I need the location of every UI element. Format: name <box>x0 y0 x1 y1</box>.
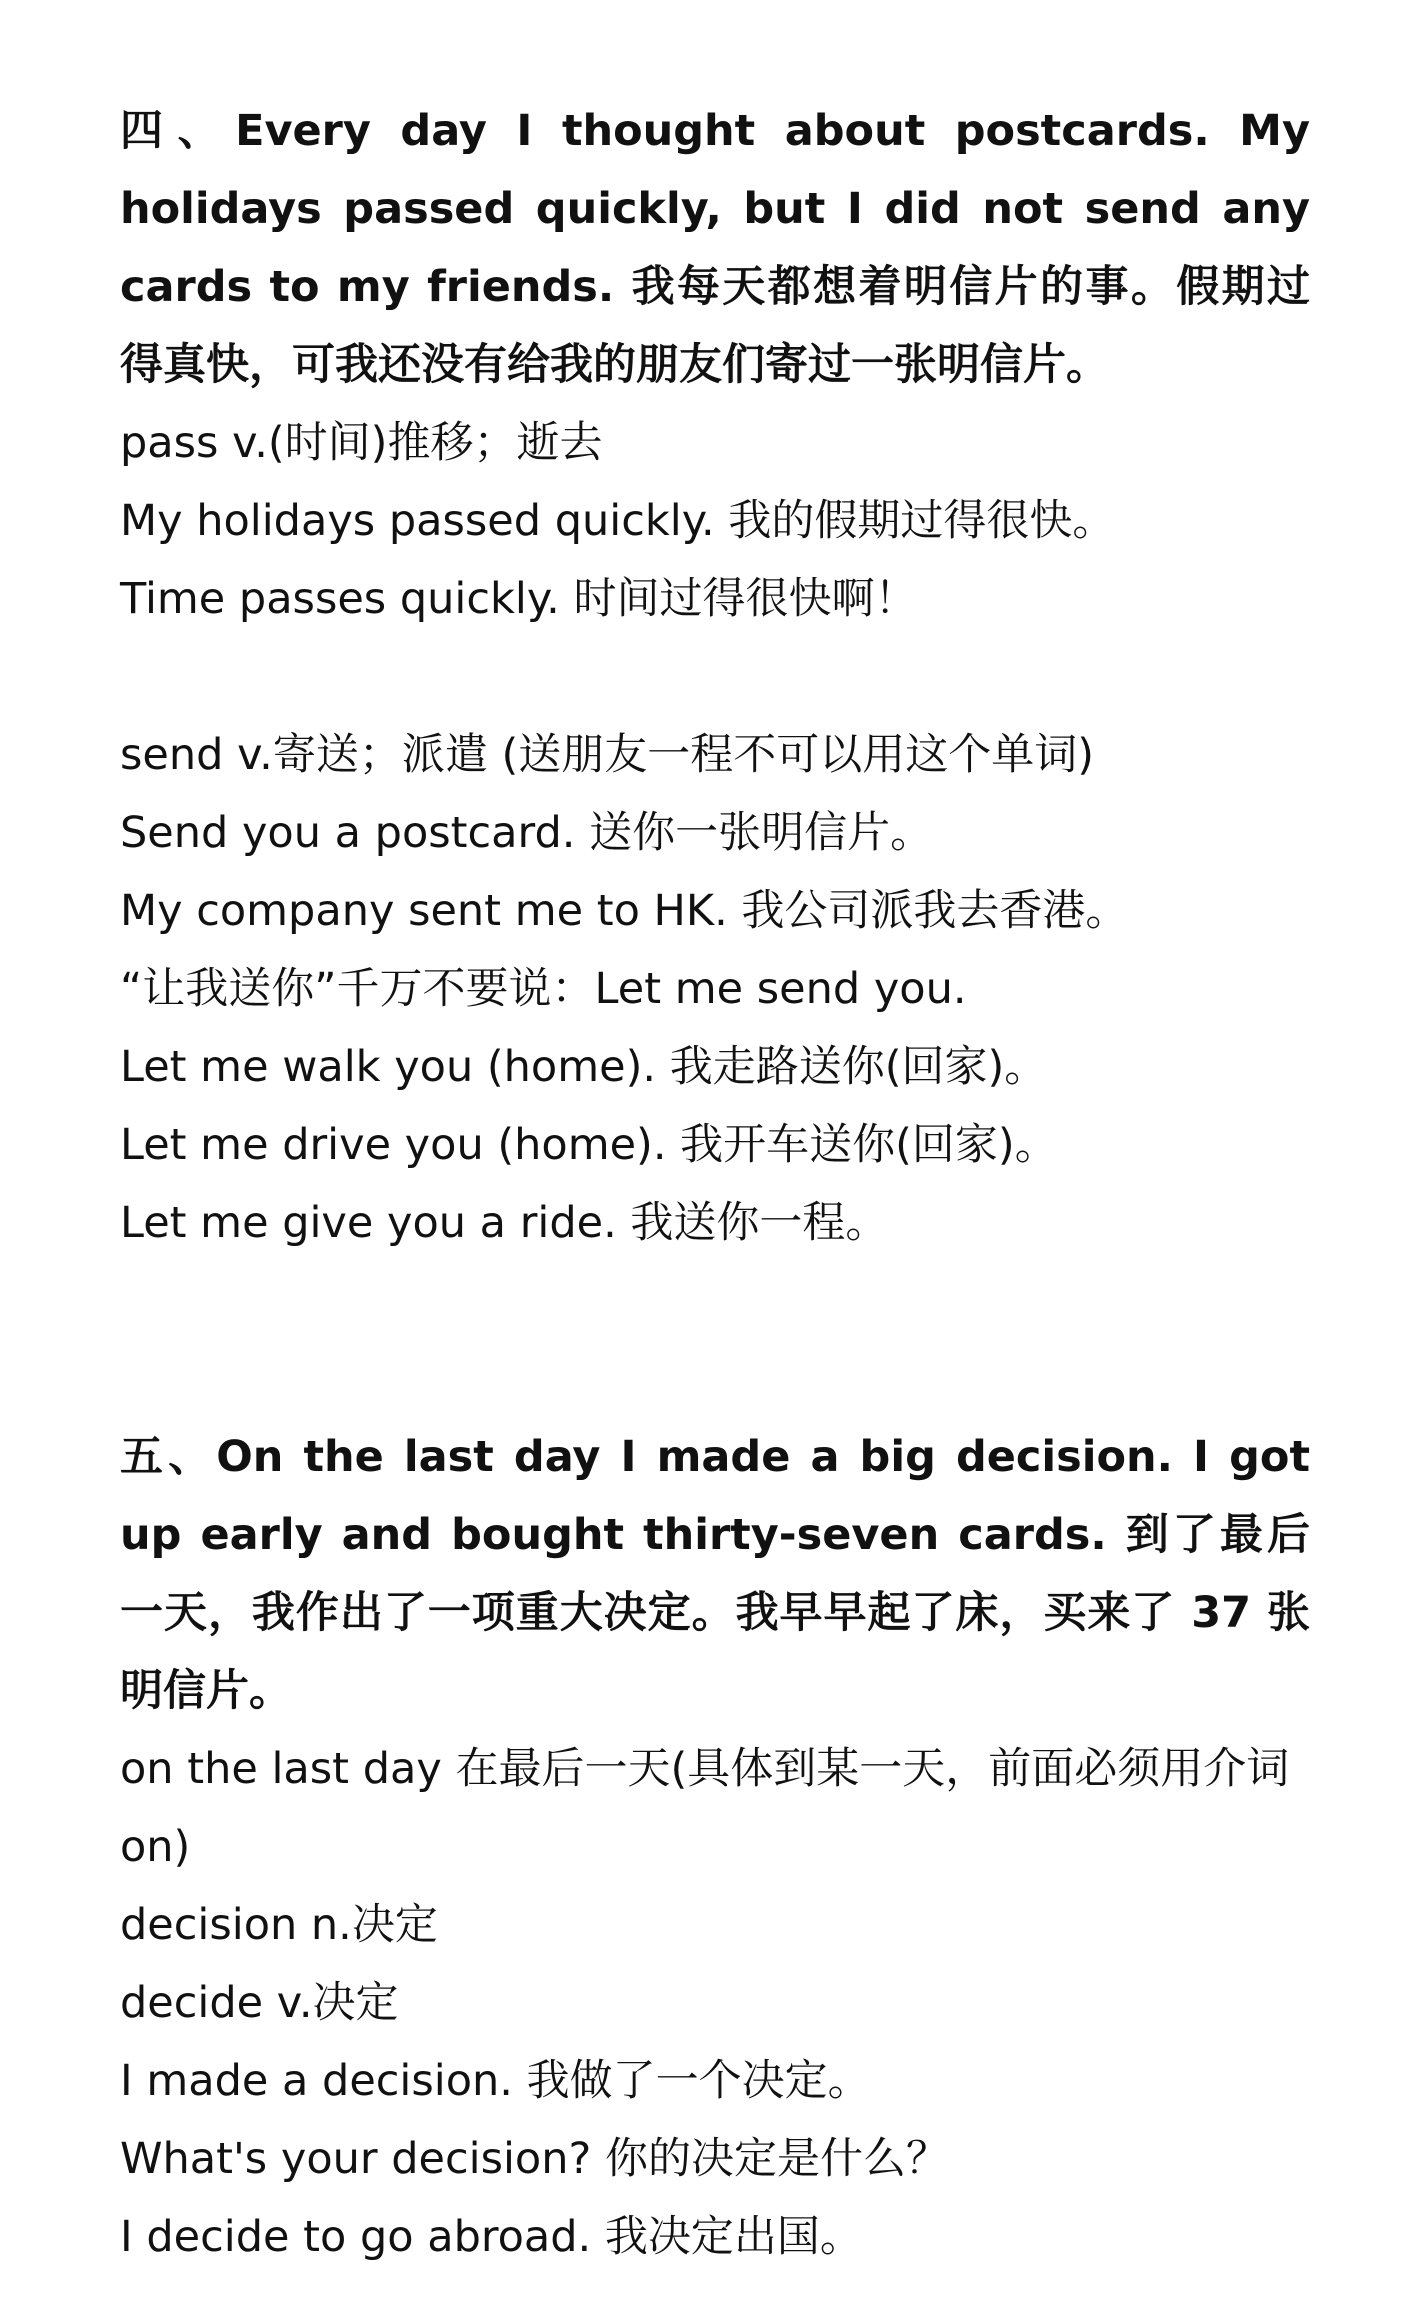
note-line: Let me walk you (home). 我走路送你(回家)。 <box>120 1042 1048 1092</box>
note-line: I made a decision. 我做了一个决定。 <box>120 2056 871 2106</box>
blank-line <box>120 638 1310 716</box>
note-line: Time passes quickly. 时间过得很快啊！ <box>120 574 918 624</box>
note-line: pass v.(时间)推移；逝去 <box>120 418 603 468</box>
note-line: decide v.决定 <box>120 1978 399 2028</box>
note-line: send v.寄送；派遣 (送朋友一程不可以用这个单词) <box>120 730 1095 780</box>
note-line: decision n.决定 <box>120 1900 438 1950</box>
note-line: Send you a postcard. 送你一张明信片。 <box>120 808 934 858</box>
section-4-notes-send <box>120 716 1310 1262</box>
note-line: My holidays passed quickly. 我的假期过得很快。 <box>120 496 1116 546</box>
note-line: “让我送你”千万不要说：Let me send you. <box>120 964 967 1014</box>
blank-lines <box>120 1262 1310 1418</box>
section-4-notes-pass <box>120 404 1310 638</box>
note-line: My company sent me to HK. 我公司派我去香港。 <box>120 886 1129 936</box>
note-line: Let me give you a ride. 我送你一程。 <box>120 1198 889 1248</box>
note-line: What's your decision? 你的决定是什么？ <box>120 2134 949 2184</box>
document-page <box>120 92 1310 2276</box>
section-5-notes <box>120 1730 1310 2276</box>
section-5-heading: 五、On the last day I made a big decision. I got up early and bought thirty-seven cards. 到了最后一天，我作出了一项重大决定。我早早起了床，买来了 37 张明信片。 <box>120 1432 1310 1716</box>
note-line: on the last day 在最后一天(具体到某一天，前面必须用介词on) <box>120 1744 1290 1872</box>
note-line: Let me drive you (home). 我开车送你(回家)。 <box>120 1120 1058 1170</box>
note-line: I decide to go abroad. 我决定出国。 <box>120 2212 863 2262</box>
section-4-heading: 四、Every day I thought about postcards. My holidays passed quickly, but I did not send any cards to my friends. 我每天都想着明信片的事。假期过得真快，可我还没有给我的朋友们寄过一张明信片。 <box>120 106 1310 390</box>
